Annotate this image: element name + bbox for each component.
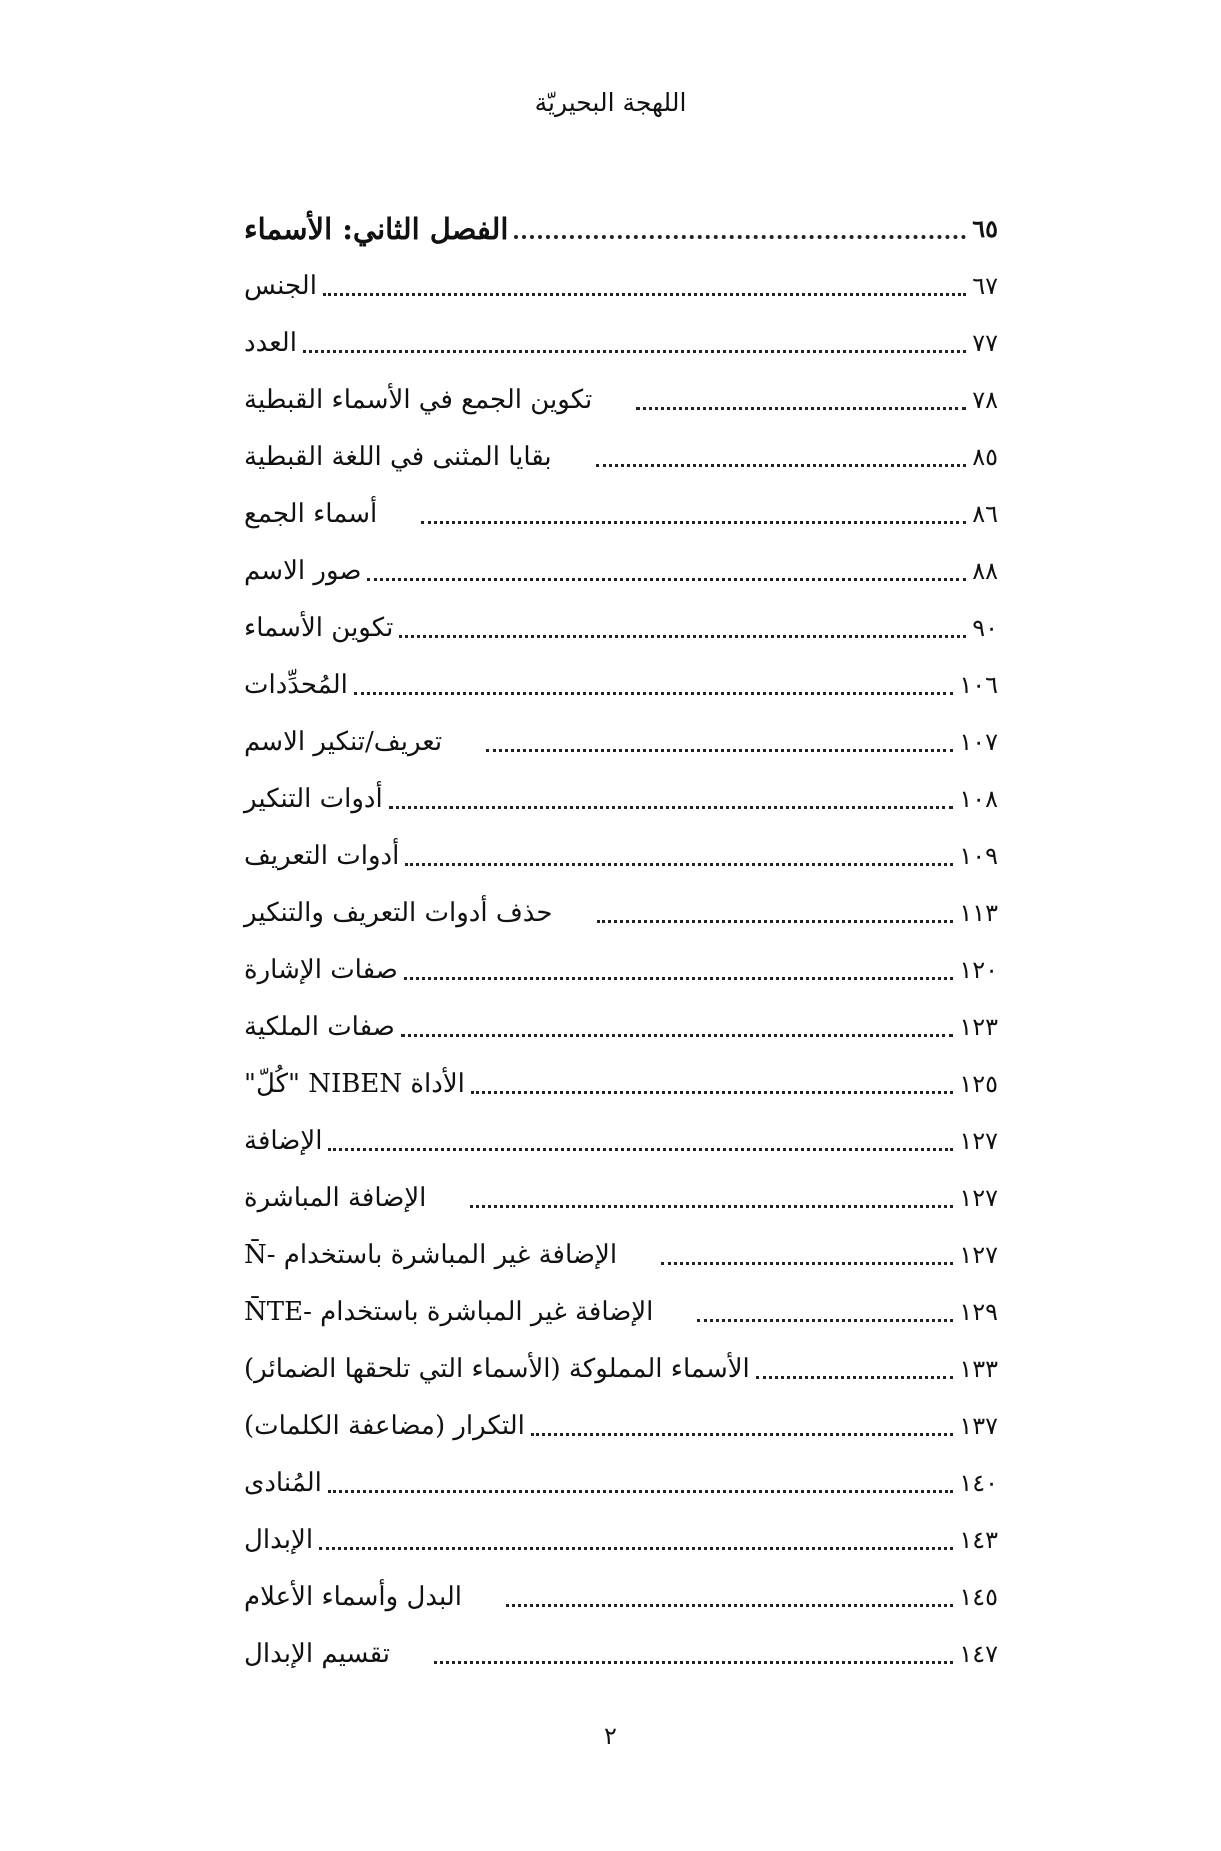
toc-entry-title: الإبدال: [244, 1525, 314, 1555]
toc-entry-page: ١٣٣: [959, 1355, 998, 1383]
toc-entry-title: التكرار (مضاعفة الكلمات): [244, 1411, 525, 1441]
toc-entry-title: أسماء الجمع: [244, 499, 378, 529]
toc-entry-title: العدد: [244, 328, 297, 358]
toc-entry-title: الإضافة: [244, 1126, 323, 1156]
toc-entry-page: ١٢٧: [959, 1184, 998, 1212]
running-header: اللهجة البحيريّة: [534, 88, 687, 117]
dot-leader: [597, 920, 954, 923]
toc-entry-title: المُنادى: [244, 1468, 322, 1498]
dot-leader: [470, 1205, 953, 1208]
toc-entry-title: بقايا المثنى في اللغة القبطية: [244, 442, 552, 472]
dot-leader: [354, 692, 953, 695]
toc-entry-page: ٧٨: [972, 386, 998, 414]
toc-entry-page: ١١٣: [959, 899, 998, 927]
toc-entry-page: ٨٨: [972, 557, 998, 585]
toc-entry-page: ١٤٧: [959, 1640, 998, 1668]
toc-entry-title: الإضافة غير المباشرة باستخدام -N̄TE: [244, 1297, 654, 1327]
toc-entry[interactable]: [244, 1047, 998, 1104]
toc-entry-title: أدوات التنكير: [244, 784, 383, 814]
toc-entry[interactable]: [244, 1332, 998, 1389]
toc-entry[interactable]: [244, 591, 998, 648]
toc-entry[interactable]: [244, 306, 998, 363]
toc-subentry[interactable]: [244, 876, 998, 933]
toc-entry-title: المُحدِّدات: [244, 670, 348, 700]
toc-entry-page: ١٣٧: [959, 1412, 998, 1440]
toc-subentry[interactable]: [244, 1617, 998, 1674]
toc-entry-title: الإضافة المباشرة: [244, 1183, 427, 1213]
toc-entry-page: ١٢٥: [959, 1070, 998, 1098]
dot-leader: [421, 521, 966, 524]
dot-leader: [471, 1091, 953, 1094]
dot-leader: [514, 235, 966, 239]
toc-entry-page: ٧٧: [972, 329, 998, 357]
toc-entry-page: ١٢٧: [959, 1127, 998, 1155]
toc-entry[interactable]: [244, 762, 998, 819]
toc-entry-page: ٩٠: [972, 614, 998, 642]
toc-subentry[interactable]: [244, 477, 998, 534]
toc-entry[interactable]: [244, 1104, 998, 1161]
table-of-contents: [244, 192, 998, 1674]
toc-entry-page: ٨٥: [972, 443, 998, 471]
toc-entry-page: ١٠٧: [959, 728, 998, 756]
toc-entry-title: الأداة NIBEN "كُلّ": [244, 1069, 465, 1099]
toc-entry-title: الإضافة غير المباشرة باستخدام -N̄: [244, 1240, 618, 1270]
dot-leader: [697, 1319, 953, 1322]
toc-entry-title: صور الاسم: [244, 556, 362, 586]
toc-entry[interactable]: [244, 249, 998, 306]
dot-leader: [531, 1433, 953, 1436]
toc-subentry[interactable]: [244, 1161, 998, 1218]
toc-entry[interactable]: [244, 648, 998, 705]
dot-leader: [328, 1148, 953, 1151]
toc-entry-title: صفات الإشارة: [244, 955, 398, 985]
toc-subentry[interactable]: [244, 420, 998, 477]
toc-entry[interactable]: [244, 1503, 998, 1560]
dot-leader: [506, 1604, 953, 1607]
toc-entry-title: الأسماء المملوكة (الأسماء التي تلحقها الضمائر): [244, 1354, 750, 1384]
dot-leader: [434, 1661, 953, 1664]
toc-entry-page: ١٠٩: [959, 842, 998, 870]
dot-leader: [399, 635, 966, 638]
toc-entry-page: ١٤٠: [959, 1469, 998, 1497]
toc-entry-title: تكوين الجمع في الأسماء القبطية: [244, 385, 593, 415]
toc-subentry[interactable]: [244, 363, 998, 420]
toc-entry-title: الفصل الثاني: الأسماء: [244, 212, 509, 246]
toc-entry[interactable]: [244, 534, 998, 591]
toc-entry-title: تقسيم الإبدال: [244, 1639, 391, 1669]
dot-leader: [636, 407, 966, 410]
toc-entry-title: البدل وأسماء الأعلام: [244, 1582, 462, 1612]
toc-entry-page: ١٢٠: [959, 956, 998, 984]
dot-leader: [303, 350, 966, 353]
toc-entry[interactable]: [244, 1446, 998, 1503]
toc-entry-title: صفات الملكية: [244, 1012, 395, 1042]
toc-entry-title: الجنس: [244, 271, 317, 301]
toc-entry-page: ١٤٥: [959, 1583, 998, 1611]
toc-entry-page: ١٤٣: [959, 1526, 998, 1554]
dot-leader: [367, 578, 966, 581]
toc-entry[interactable]: [244, 1389, 998, 1446]
toc-subentry[interactable]: [244, 1275, 998, 1332]
toc-entry-page: ١٢٩: [959, 1298, 998, 1326]
dot-leader: [756, 1376, 954, 1379]
dot-leader: [486, 749, 953, 752]
dot-leader: [319, 1547, 953, 1550]
toc-subentry[interactable]: [244, 1218, 998, 1275]
dot-leader: [596, 464, 967, 467]
toc-entry-title: تكوين الأسماء: [244, 613, 394, 643]
toc-entry[interactable]: [244, 819, 998, 876]
dot-leader: [404, 977, 953, 980]
toc-entry-page: ٦٥: [972, 214, 998, 243]
toc-entry-title: تعريف/تنكير الاسم: [244, 727, 443, 757]
toc-entry-page: ٦٧: [972, 272, 998, 300]
toc-entry-chapter-two[interactable]: [244, 192, 998, 249]
toc-subentry[interactable]: [244, 705, 998, 762]
toc-entry-title: أدوات التعريف: [244, 841, 400, 871]
toc-entry-page: ١٠٨: [959, 785, 998, 813]
toc-subentry[interactable]: [244, 1560, 998, 1617]
toc-entry[interactable]: [244, 933, 998, 990]
dot-leader: [389, 806, 954, 809]
toc-entry-page: ١٢٧: [959, 1241, 998, 1269]
toc-entry-page: ٨٦: [972, 500, 998, 528]
dot-leader: [401, 1034, 954, 1037]
dot-leader: [661, 1262, 953, 1265]
dot-leader: [328, 1490, 953, 1493]
dot-leader: [405, 863, 953, 866]
page-number: ٢: [604, 1722, 617, 1750]
toc-entry-title: حذف أدوات التعريف والتنكير: [244, 898, 553, 928]
dot-leader: [323, 293, 966, 296]
toc-entry-page: ١٠٦: [959, 671, 998, 699]
toc-entry[interactable]: [244, 990, 998, 1047]
toc-entry-page: ١٢٣: [959, 1013, 998, 1041]
